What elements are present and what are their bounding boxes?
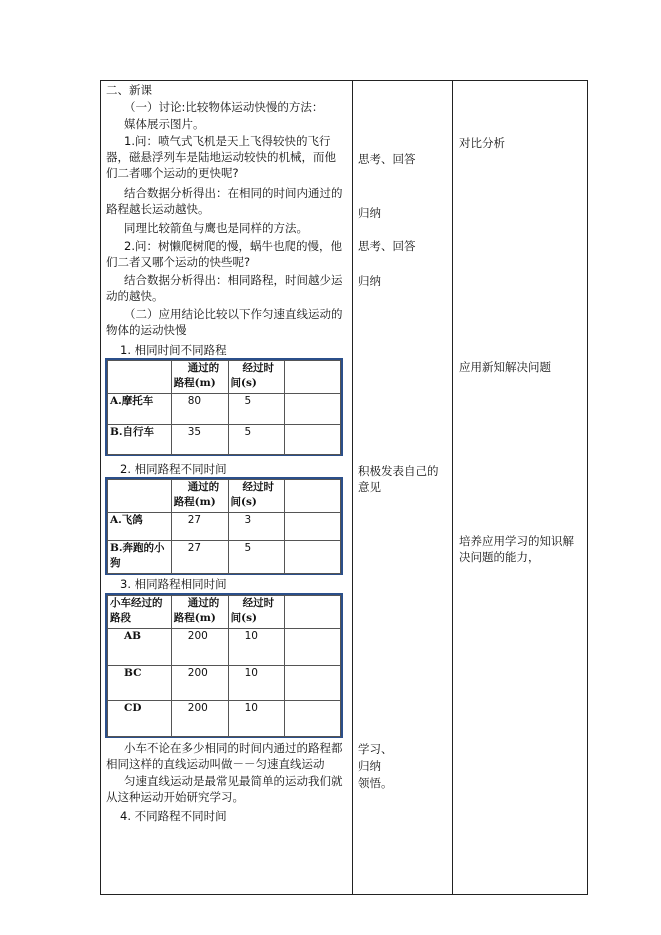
- table-2-row-name: B.奔跑的小狗: [108, 541, 172, 574]
- table-2-row-name: A.飞鸽: [108, 513, 172, 541]
- table-1-cell-distance: 80: [171, 394, 228, 425]
- table-2-header-time: 经过时 间(s): [228, 480, 285, 513]
- subsection-2: （二）应用结论比较以下作匀速直线运动的物体的运动快慢: [106, 307, 343, 337]
- table-3-cell-distance: 200: [171, 701, 228, 737]
- student-activity-6a: 学习、: [358, 742, 393, 756]
- conclusion-uniform-motion: 小车不论在多少相同的时间内通过的路程都相同这样的直线运动叫做－－匀速直线运动: [106, 741, 343, 771]
- same-method-line: 同理比较箭鱼与鹰也是同样的方法。: [124, 221, 308, 235]
- table-4-title: 4. 不同路程不同时间: [120, 809, 227, 823]
- table-3-cell-time: 10: [228, 629, 285, 666]
- table-3-cell-distance: 200: [171, 629, 228, 666]
- table-3-cell-distance: 200: [171, 666, 228, 701]
- table-3-header-segment: 小车经过的 路段: [108, 596, 172, 629]
- table-2-cell-time: 5: [228, 541, 285, 574]
- table-3-row-name: CD: [108, 701, 172, 737]
- table-2-title: 2. 相同路程不同时间: [120, 462, 227, 476]
- student-activity-2: 归纳: [358, 206, 381, 220]
- table-1-row-name: A.摩托车: [108, 394, 172, 425]
- table-2-cell-distance: 27: [171, 513, 228, 541]
- table-3: [107, 595, 341, 737]
- table-3-row-name: AB: [108, 629, 172, 666]
- conclusion-study: 匀速直线运动是最常见最简单的运动我们就从这种运动开始研究学习。: [106, 774, 343, 804]
- media-line: 媒体展示图片。: [124, 117, 205, 131]
- table-1-cell-time: 5: [228, 425, 285, 455]
- table-1-cell-time: 5: [228, 394, 285, 425]
- table-3-cell-time: 10: [228, 666, 285, 701]
- design-intent-3: 培养应用学习的知识解决问题的能力，: [459, 534, 574, 564]
- table-2-cell-time: 3: [228, 513, 285, 541]
- conclusion-2: 结合数据分析得出：相同路程，时间越少运动的越快。: [106, 273, 343, 303]
- student-activity-1: 思考、回答: [358, 152, 416, 166]
- student-activity-4: 归纳: [358, 274, 381, 288]
- table-3-header-time: 经过时 间(s): [228, 596, 285, 629]
- conclusion-1: 结合数据分析得出：在相同的时间内通过的路程越长运动越快。: [106, 186, 343, 216]
- subsection-1: （一）讨论:比较物体运动快慢的方法：: [124, 100, 324, 114]
- table-3-title: 3. 相同路程相同时间: [120, 577, 227, 591]
- design-intent-1: 对比分析: [459, 136, 505, 150]
- table-3-header-distance: 通过的 路程(m): [171, 596, 228, 629]
- student-activity-6c: 领悟。: [358, 776, 393, 790]
- table-1-header-distance: 通过的 路程(m): [171, 361, 228, 394]
- table-1-row-name: B.自行车: [108, 425, 172, 455]
- design-intent-2: 应用新知解决问题: [459, 360, 551, 374]
- table-2-header-distance: 通过的 路程(m): [171, 480, 228, 513]
- question-1: 1.问：喷气式飞机是天上飞得较快的飞行器，磁悬浮列车是陆地运动较快的机械，而他们二者哪个运动的更快呢?: [106, 134, 336, 180]
- table-3-cell-time: 10: [228, 701, 285, 737]
- table-1: [107, 360, 341, 455]
- table-2-cell-distance: 27: [171, 541, 228, 574]
- table-1-header-blank: [108, 361, 172, 394]
- table-2: [107, 479, 341, 574]
- column-divider-2: [452, 80, 453, 895]
- table-1-header-time: 经过时 间(s): [228, 361, 285, 394]
- table-1-cell-distance: 35: [171, 425, 228, 455]
- table-3-row-name: BC: [108, 666, 172, 701]
- student-activity-5: 积极发表自己的意见: [358, 464, 439, 494]
- question-2: 2.问：树懒爬树爬的慢，蜗牛也爬的慢，他们二者又哪个运动的快些呢?: [106, 239, 342, 269]
- column-divider-1: [352, 80, 353, 895]
- table-1-title: 1. 相同时间不同路程: [120, 343, 227, 357]
- student-activity-3: 思考、回答: [358, 239, 416, 253]
- section-title: 二、新课: [106, 83, 152, 97]
- student-activity-6b: 归纳: [358, 759, 381, 773]
